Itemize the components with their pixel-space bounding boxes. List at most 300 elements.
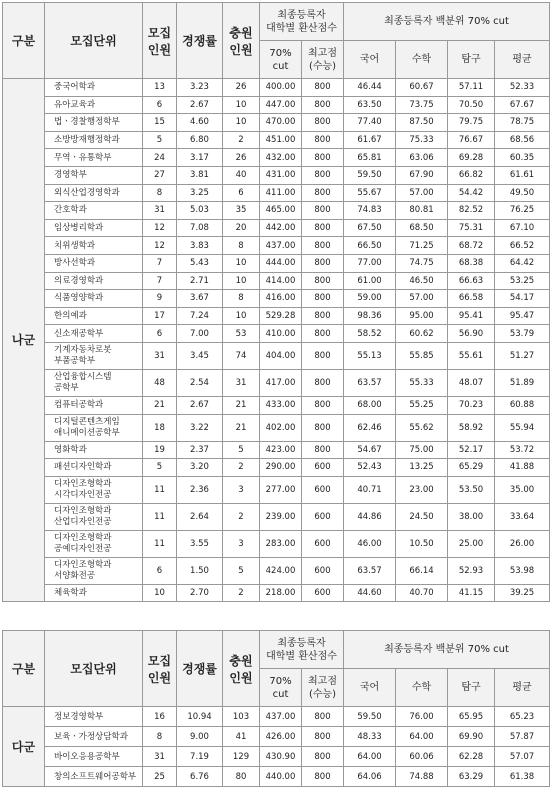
table-row — [3, 503, 550, 530]
recruit-count: 24 — [143, 149, 177, 167]
max-score: 800 — [302, 202, 344, 220]
unit-name: 정보경영학부 — [45, 707, 143, 727]
header-avg: 평균 — [495, 669, 550, 707]
korean-pct: 63.50 — [344, 96, 396, 114]
avg-pct: 53.72 — [495, 441, 550, 459]
unit-name: 창의소프트웨어공학부 — [45, 767, 143, 787]
unit-name: 디자인조형학과 공예디자인전공 — [45, 530, 143, 557]
header-explore: 탐구 — [448, 669, 495, 707]
max-score: 800 — [302, 149, 344, 167]
explore-pct: 95.41 — [448, 307, 495, 325]
recruit-count: 12 — [143, 219, 177, 237]
avg-pct: 60.35 — [495, 149, 550, 167]
table-row — [3, 166, 550, 184]
korean-pct: 67.50 — [344, 219, 396, 237]
avg-pct: 55.94 — [495, 414, 550, 441]
extra-count: 74 — [223, 342, 260, 369]
header-explore: 탐구 — [448, 41, 495, 79]
korean-pct: 44.60 — [344, 584, 396, 602]
max-score: 600 — [302, 530, 344, 557]
table-row — [3, 342, 550, 369]
korean-pct: 44.86 — [344, 503, 396, 530]
competition-rate: 2.67 — [177, 396, 223, 414]
explore-pct: 70.23 — [448, 396, 495, 414]
cut70-score: 424.00 — [260, 557, 302, 584]
math-pct: 10.50 — [396, 530, 448, 557]
competition-rate: 1.50 — [177, 557, 223, 584]
table-body-da — [3, 707, 550, 787]
extra-count: 41 — [223, 727, 260, 747]
extra-count: 21 — [223, 396, 260, 414]
cut70-score: 431.00 — [260, 166, 302, 184]
cut70-score: 218.00 — [260, 584, 302, 602]
header-cut70: 70% cut — [260, 669, 302, 707]
recruit-count: 31 — [143, 202, 177, 220]
avg-pct: 78.75 — [495, 114, 550, 132]
table-row — [3, 290, 550, 308]
unit-name: 의료경영학과 — [45, 272, 143, 290]
table-row — [3, 530, 550, 557]
cut70-score: 442.00 — [260, 219, 302, 237]
table-row — [3, 237, 550, 255]
recruit-count: 6 — [143, 96, 177, 114]
korean-pct: 68.00 — [344, 396, 396, 414]
math-pct: 40.70 — [396, 584, 448, 602]
table-row — [3, 272, 550, 290]
explore-pct: 65.95 — [448, 707, 495, 727]
table-row — [3, 584, 550, 602]
extra-count: 26 — [223, 149, 260, 167]
extra-count: 3 — [223, 530, 260, 557]
avg-pct: 67.67 — [495, 96, 550, 114]
extra-count: 20 — [223, 219, 260, 237]
table-row — [3, 767, 550, 787]
cut70-score: 432.00 — [260, 149, 302, 167]
cut70-score: 283.00 — [260, 530, 302, 557]
recruit-count: 27 — [143, 166, 177, 184]
explore-pct: 38.00 — [448, 503, 495, 530]
max-score: 800 — [302, 707, 344, 727]
max-score: 800 — [302, 342, 344, 369]
competition-rate: 6.80 — [177, 131, 223, 149]
recruit-count: 31 — [143, 747, 177, 767]
math-pct: 95.00 — [396, 307, 448, 325]
competition-rate: 5.03 — [177, 202, 223, 220]
header-max: 최고점 (수능) — [302, 669, 344, 707]
table-row — [3, 131, 550, 149]
recruit-count: 11 — [143, 530, 177, 557]
max-score: 800 — [302, 272, 344, 290]
cut70-score: 400.00 — [260, 79, 302, 97]
header-competition: 경쟁률 — [177, 631, 223, 707]
unit-name: 간호학과 — [45, 202, 143, 220]
explore-pct: 25.00 — [448, 530, 495, 557]
avg-pct: 54.17 — [495, 290, 550, 308]
competition-rate: 3.17 — [177, 149, 223, 167]
explore-pct: 52.93 — [448, 557, 495, 584]
competition-rate: 3.45 — [177, 342, 223, 369]
header-max: 최고점 (수능) — [302, 41, 344, 79]
max-score: 800 — [302, 290, 344, 308]
extra-count: 10 — [223, 254, 260, 272]
math-pct: 60.62 — [396, 325, 448, 343]
math-pct: 60.67 — [396, 79, 448, 97]
table-row — [3, 219, 550, 237]
max-score: 800 — [302, 747, 344, 767]
header-cut70: 70% cut — [260, 41, 302, 79]
explore-pct: 66.63 — [448, 272, 495, 290]
cut70-score: 404.00 — [260, 342, 302, 369]
explore-pct: 62.28 — [448, 747, 495, 767]
korean-pct: 48.33 — [344, 727, 396, 747]
unit-name: 무역ㆍ유통학부 — [45, 149, 143, 167]
math-pct: 46.50 — [396, 272, 448, 290]
max-score: 800 — [302, 414, 344, 441]
header-extra: 충원 인원 — [223, 631, 260, 707]
recruit-count: 12 — [143, 237, 177, 255]
recruit-count: 6 — [143, 557, 177, 584]
recruit-count: 19 — [143, 441, 177, 459]
cut70-score: 444.00 — [260, 254, 302, 272]
math-pct: 75.00 — [396, 441, 448, 459]
explore-pct: 69.28 — [448, 149, 495, 167]
unit-name: 보육ㆍ가정상담학과 — [45, 727, 143, 747]
korean-pct: 61.00 — [344, 272, 396, 290]
cut70-score: 437.00 — [260, 237, 302, 255]
math-pct: 73.75 — [396, 96, 448, 114]
competition-rate: 3.67 — [177, 290, 223, 308]
max-score: 800 — [302, 307, 344, 325]
math-pct: 74.75 — [396, 254, 448, 272]
explore-pct: 56.90 — [448, 325, 495, 343]
math-pct: 60.06 — [396, 747, 448, 767]
competition-rate: 3.22 — [177, 414, 223, 441]
avg-pct: 51.89 — [495, 369, 550, 396]
math-pct: 68.50 — [396, 219, 448, 237]
competition-rate: 2.37 — [177, 441, 223, 459]
extra-count: 35 — [223, 202, 260, 220]
unit-name: 신소재공학부 — [45, 325, 143, 343]
korean-pct: 59.00 — [344, 290, 396, 308]
competition-rate: 3.25 — [177, 184, 223, 202]
extra-count: 8 — [223, 290, 260, 308]
math-pct: 55.33 — [396, 369, 448, 396]
unit-name: 산업융합시스템 공학부 — [45, 369, 143, 396]
unit-name: 영화학과 — [45, 441, 143, 459]
math-pct: 23.00 — [396, 476, 448, 503]
extra-count: 40 — [223, 166, 260, 184]
avg-pct: 52.33 — [495, 79, 550, 97]
avg-pct: 49.50 — [495, 184, 550, 202]
header-final-score: 최종등록자 대학별 환산점수 — [260, 631, 344, 669]
header-avg: 평균 — [495, 41, 550, 79]
group-label: 나군 — [3, 79, 45, 602]
korean-pct: 40.71 — [344, 476, 396, 503]
cut70-score: 290.00 — [260, 459, 302, 477]
avg-pct: 76.25 — [495, 202, 550, 220]
explore-pct: 54.42 — [448, 184, 495, 202]
korean-pct: 62.46 — [344, 414, 396, 441]
header-recruit: 모집 인원 — [143, 631, 177, 707]
header-final-score: 최종등록자 대학별 환산점수 — [260, 3, 344, 41]
math-pct: 76.00 — [396, 707, 448, 727]
recruit-count: 10 — [143, 584, 177, 602]
explore-pct: 69.90 — [448, 727, 495, 747]
avg-pct: 57.07 — [495, 747, 550, 767]
table-row — [3, 459, 550, 477]
math-pct: 57.00 — [396, 290, 448, 308]
header-math: 수학 — [396, 669, 448, 707]
avg-pct: 61.38 — [495, 767, 550, 787]
header-unit: 모집단위 — [45, 3, 143, 79]
recruit-count: 18 — [143, 414, 177, 441]
extra-count: 10 — [223, 272, 260, 290]
explore-pct: 68.38 — [448, 254, 495, 272]
header-group: 구분 — [3, 631, 45, 707]
recruit-count: 13 — [143, 79, 177, 97]
math-pct: 13.25 — [396, 459, 448, 477]
competition-rate: 4.60 — [177, 114, 223, 132]
recruit-count: 16 — [143, 707, 177, 727]
competition-rate: 2.71 — [177, 272, 223, 290]
table-body-na — [3, 79, 550, 602]
unit-name: 소방방재행정학과 — [45, 131, 143, 149]
explore-pct: 52.17 — [448, 441, 495, 459]
table-row — [3, 114, 550, 132]
recruit-count: 25 — [143, 767, 177, 787]
korean-pct: 59.50 — [344, 707, 396, 727]
unit-name: 법ㆍ경찰행정학부 — [45, 114, 143, 132]
recruit-count: 11 — [143, 503, 177, 530]
cut70-score: 239.00 — [260, 503, 302, 530]
unit-name: 중국어학과 — [45, 79, 143, 97]
admissions-table-da — [2, 630, 550, 787]
math-pct: 57.00 — [396, 184, 448, 202]
extra-count: 5 — [223, 441, 260, 459]
korean-pct: 74.83 — [344, 202, 396, 220]
avg-pct: 57.87 — [495, 727, 550, 747]
header-recruit: 모집 인원 — [143, 3, 177, 79]
table-row — [3, 557, 550, 584]
unit-name: 외식산업경영학과 — [45, 184, 143, 202]
avg-pct: 35.00 — [495, 476, 550, 503]
max-score: 800 — [302, 325, 344, 343]
max-score: 800 — [302, 767, 344, 787]
table-row — [3, 727, 550, 747]
extra-count: 6 — [223, 184, 260, 202]
table-row — [3, 414, 550, 441]
extra-count: 8 — [223, 237, 260, 255]
max-score: 800 — [302, 237, 344, 255]
math-pct: 55.85 — [396, 342, 448, 369]
unit-name: 디자인조형학과 시각디자인전공 — [45, 476, 143, 503]
cut70-score: 402.00 — [260, 414, 302, 441]
avg-pct: 66.52 — [495, 237, 550, 255]
unit-name: 식품영양학과 — [45, 290, 143, 308]
competition-rate: 7.00 — [177, 325, 223, 343]
table-row — [3, 254, 550, 272]
avg-pct: 53.79 — [495, 325, 550, 343]
table-row — [3, 184, 550, 202]
table-separator — [0, 617, 553, 625]
max-score: 600 — [302, 584, 344, 602]
recruit-count: 48 — [143, 369, 177, 396]
extra-count: 2 — [223, 503, 260, 530]
avg-pct: 61.61 — [495, 166, 550, 184]
competition-rate: 3.20 — [177, 459, 223, 477]
extra-count: 129 — [223, 747, 260, 767]
avg-pct: 39.25 — [495, 584, 550, 602]
unit-name: 경영학부 — [45, 166, 143, 184]
avg-pct: 26.00 — [495, 530, 550, 557]
korean-pct: 66.50 — [344, 237, 396, 255]
table-row — [3, 202, 550, 220]
max-score: 600 — [302, 503, 344, 530]
explore-pct: 66.82 — [448, 166, 495, 184]
math-pct: 24.50 — [396, 503, 448, 530]
korean-pct: 77.40 — [344, 114, 396, 132]
table-row — [3, 396, 550, 414]
table-row — [3, 747, 550, 767]
header-percentile: 최종등록자 백분위 70% cut — [344, 3, 550, 41]
competition-rate: 3.55 — [177, 530, 223, 557]
explore-pct: 53.50 — [448, 476, 495, 503]
avg-pct: 51.27 — [495, 342, 550, 369]
extra-count: 2 — [223, 131, 260, 149]
math-pct: 63.06 — [396, 149, 448, 167]
max-score: 800 — [302, 79, 344, 97]
unit-name: 유아교육과 — [45, 96, 143, 114]
max-score: 800 — [302, 184, 344, 202]
unit-name: 임상병리학과 — [45, 219, 143, 237]
recruit-count: 7 — [143, 272, 177, 290]
extra-count: 10 — [223, 114, 260, 132]
avg-pct: 67.10 — [495, 219, 550, 237]
extra-count: 53 — [223, 325, 260, 343]
header-extra: 충원 인원 — [223, 3, 260, 79]
explore-pct: 70.50 — [448, 96, 495, 114]
math-pct: 66.14 — [396, 557, 448, 584]
korean-pct: 46.44 — [344, 79, 396, 97]
korean-pct: 98.36 — [344, 307, 396, 325]
avg-pct: 65.23 — [495, 707, 550, 727]
math-pct: 67.90 — [396, 166, 448, 184]
competition-rate: 2.70 — [177, 584, 223, 602]
korean-pct: 61.67 — [344, 131, 396, 149]
competition-rate: 3.83 — [177, 237, 223, 255]
competition-rate: 3.23 — [177, 79, 223, 97]
competition-rate: 2.67 — [177, 96, 223, 114]
korean-pct: 55.13 — [344, 342, 396, 369]
max-score: 800 — [302, 441, 344, 459]
recruit-count: 5 — [143, 131, 177, 149]
header-math: 수학 — [396, 41, 448, 79]
recruit-count: 5 — [143, 459, 177, 477]
header-group: 구분 — [3, 3, 45, 79]
competition-rate: 2.54 — [177, 369, 223, 396]
max-score: 800 — [302, 219, 344, 237]
cut70-score: 411.00 — [260, 184, 302, 202]
explore-pct: 58.92 — [448, 414, 495, 441]
header-unit: 모집단위 — [45, 631, 143, 707]
extra-count: 5 — [223, 557, 260, 584]
extra-count: 26 — [223, 79, 260, 97]
avg-pct: 33.64 — [495, 503, 550, 530]
max-score: 800 — [302, 396, 344, 414]
explore-pct: 65.29 — [448, 459, 495, 477]
korean-pct: 52.43 — [344, 459, 396, 477]
explore-pct: 68.72 — [448, 237, 495, 255]
explore-pct: 48.07 — [448, 369, 495, 396]
cut70-score: 451.00 — [260, 131, 302, 149]
cut70-score: 440.00 — [260, 767, 302, 787]
avg-pct: 53.25 — [495, 272, 550, 290]
unit-name: 디자인조형학과 산업디자인전공 — [45, 503, 143, 530]
explore-pct: 79.75 — [448, 114, 495, 132]
extra-count: 31 — [223, 369, 260, 396]
max-score: 800 — [302, 166, 344, 184]
korean-pct: 63.57 — [344, 369, 396, 396]
explore-pct: 66.58 — [448, 290, 495, 308]
extra-count: 2 — [223, 459, 260, 477]
math-pct: 71.25 — [396, 237, 448, 255]
avg-pct: 53.98 — [495, 557, 550, 584]
competition-rate: 6.76 — [177, 767, 223, 787]
max-score: 800 — [302, 254, 344, 272]
cut70-score: 426.00 — [260, 727, 302, 747]
competition-rate: 9.00 — [177, 727, 223, 747]
cut70-score: 529.28 — [260, 307, 302, 325]
competition-rate: 10.94 — [177, 707, 223, 727]
competition-rate: 7.24 — [177, 307, 223, 325]
recruit-count: 8 — [143, 727, 177, 747]
unit-name: 디자인조형학과 서양화전공 — [45, 557, 143, 584]
extra-count: 10 — [223, 96, 260, 114]
competition-rate: 7.19 — [177, 747, 223, 767]
table-row — [3, 307, 550, 325]
korean-pct: 58.52 — [344, 325, 396, 343]
cut70-score: 410.00 — [260, 325, 302, 343]
table-row — [3, 325, 550, 343]
recruit-count: 11 — [143, 476, 177, 503]
cut70-score: 437.00 — [260, 707, 302, 727]
korean-pct: 54.67 — [344, 441, 396, 459]
math-pct: 64.00 — [396, 727, 448, 747]
competition-rate: 2.36 — [177, 476, 223, 503]
max-score: 800 — [302, 369, 344, 396]
unit-name: 방사선학과 — [45, 254, 143, 272]
recruit-count: 17 — [143, 307, 177, 325]
cut70-score: 430.90 — [260, 747, 302, 767]
header-korean: 국어 — [344, 669, 396, 707]
table-row — [3, 441, 550, 459]
table-row — [3, 149, 550, 167]
recruit-count: 31 — [143, 342, 177, 369]
explore-pct: 75.31 — [448, 219, 495, 237]
math-pct: 87.50 — [396, 114, 448, 132]
max-score: 800 — [302, 96, 344, 114]
cut70-score: 470.00 — [260, 114, 302, 132]
cut70-score: 447.00 — [260, 96, 302, 114]
avg-pct: 68.56 — [495, 131, 550, 149]
explore-pct: 82.52 — [448, 202, 495, 220]
recruit-count: 9 — [143, 290, 177, 308]
unit-name: 디지털콘텐츠게임 애니메이션공학부 — [45, 414, 143, 441]
extra-count: 3 — [223, 476, 260, 503]
math-pct: 75.33 — [396, 131, 448, 149]
header-competition: 경쟁률 — [177, 3, 223, 79]
unit-name: 기계자동차로봇 부품공학부 — [45, 342, 143, 369]
